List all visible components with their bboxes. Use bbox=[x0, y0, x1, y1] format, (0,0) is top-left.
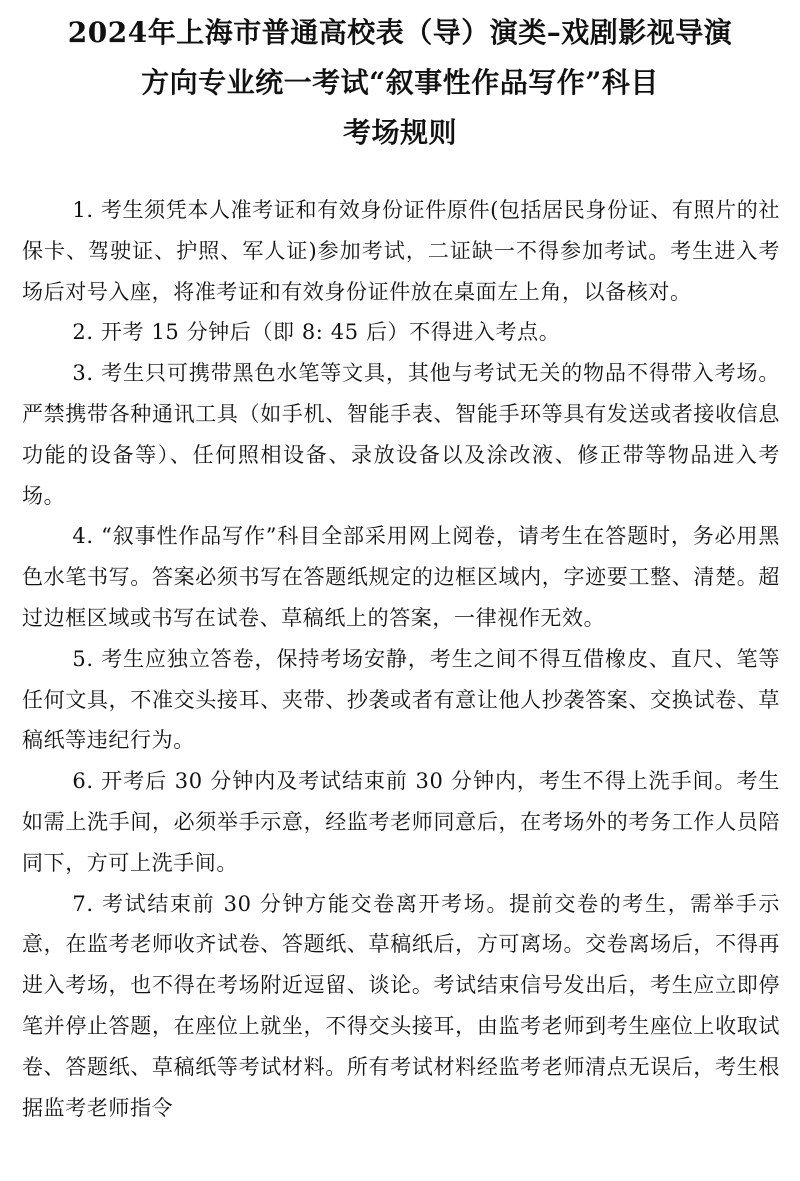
rule-4: 4. “叙事性作品写作”科目全部采用网上阅卷，请考生在答题时，务必用黑色水笔书写。答案必须书写在答题纸规定的边框区域内，字迹要工整、清楚。超过边框区域或书写在试卷、草稿纸上的答案，一律视作无效。 bbox=[22, 524, 780, 630]
document-title bbox=[0, 8, 800, 158]
rule-6: 6. 开考后 30 分钟内及考试结束前 30 分钟内，考生不得上洗手间。考生如需上洗手间，必须举手示意，经监考老师同意后，在考场外的考务工作人员陪同下，方可上洗手间。 bbox=[22, 769, 780, 875]
rule-3: 3. 考生只可携带黑色水笔等文具，其他与考试无关的物品不得带入考场。严禁携带各种通讯工具（如手机、智能手表、智能手环等具有发送或者接收信息功能的设备等）、任何照相设备、录放设备以及涂改液、修正带等物品进入考场。 bbox=[22, 361, 780, 508]
title-line-1: 2024年上海市普通高校表（导）演类–戏剧影视导演 bbox=[67, 16, 733, 49]
rule-5: 5. 考生应独立答卷，保持考场安静，考生之间不得互借橡皮、直尺、笔等任何文具，不准交头接耳、夹带、抄袭或者有意让他人抄袭答案、交换试卷、草稿纸等违纪行为。 bbox=[22, 646, 780, 753]
rule-2: 2. 开考 15 分钟后（即 8: 45 后）不得进入考点。 bbox=[72, 320, 561, 345]
rules-body bbox=[22, 190, 780, 1128]
rule-1: 1. 考生须凭本人准考证和有效身份证件原件(包括居民身份证、有照片的社保卡、驾驶证、护照、军人证)参加考试，二证缺一不得参加考试。考生进入考场后对号入座，将准考证和有效身份证件放在桌面左上角，以备核对。 bbox=[22, 198, 780, 304]
rule-7: 7. 考试结束前 30 分钟方能交卷离开考场。提前交卷的考生，需举手示意，在监考老师收齐试卷、答题纸、草稿纸后，方可离场。交卷离场后，不得再进入考场，也不得在考场附近逗留、谈论。考试结束信号发出后，考生应立即停笔并停止答题，在座位上就坐，不得交头接耳，由监考老师到考生座位上收取试卷、答题纸、草稿纸等考试材料。所有考试材料经监考老师清点无误后，考生根据监考老师指令 bbox=[22, 891, 780, 1120]
title-line-3: 考场规则 bbox=[342, 116, 457, 149]
title-line-2: 方向专业统一考试“叙事性作品写作”科目 bbox=[141, 66, 659, 99]
